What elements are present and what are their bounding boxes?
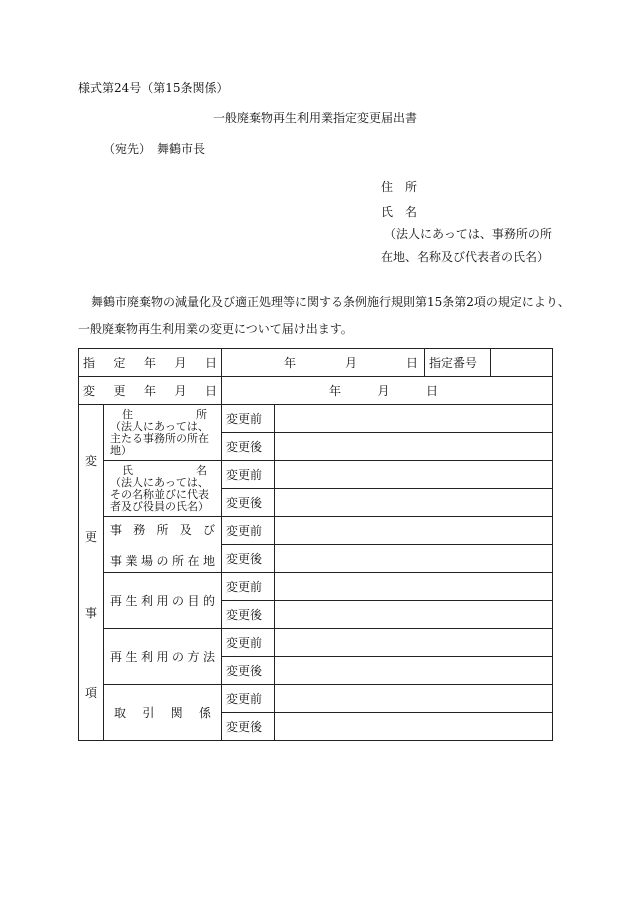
label-char: 利 bbox=[141, 594, 154, 608]
business-before-value[interactable] bbox=[275, 685, 553, 713]
label-char: 月 bbox=[345, 356, 358, 370]
label-char: 在 bbox=[187, 553, 200, 568]
address-before-value[interactable] bbox=[275, 405, 553, 433]
item-office-location bbox=[104, 517, 222, 573]
designation-number-value[interactable] bbox=[491, 349, 553, 377]
designation-number-label: 指定番号 bbox=[425, 349, 491, 377]
label-char: 再 bbox=[110, 650, 123, 664]
label-char: 名 bbox=[196, 463, 208, 477]
name-before-value[interactable] bbox=[275, 461, 553, 489]
label-char: 住 bbox=[122, 407, 133, 421]
category-char: 事 bbox=[84, 606, 97, 620]
label-char: 事 bbox=[110, 553, 123, 568]
label-char: 再 bbox=[110, 594, 123, 608]
label-char: 場 bbox=[141, 553, 154, 568]
name-after-value[interactable] bbox=[275, 489, 553, 517]
item-business-relations bbox=[104, 685, 222, 741]
item-recycling-method bbox=[104, 629, 222, 685]
item-address-note: （法人にあっては、主たる事務所の所在地） bbox=[110, 419, 209, 457]
label-char: 年 bbox=[284, 356, 297, 370]
label-char: 氏 bbox=[122, 463, 133, 477]
label-char: 方 bbox=[187, 650, 200, 664]
addressee: （宛先） 舞鶴市長 bbox=[103, 142, 206, 156]
label-char: 業 bbox=[125, 553, 138, 568]
label-char: 年 bbox=[329, 384, 342, 398]
before-label: 変更前 bbox=[222, 517, 275, 545]
label-char: 及 bbox=[179, 522, 192, 537]
before-label: 変更前 bbox=[222, 573, 275, 601]
method-before-value[interactable] bbox=[275, 629, 553, 657]
address-after-value[interactable] bbox=[275, 433, 553, 461]
label-char: 務 bbox=[133, 522, 146, 537]
name-label: 氏 名 bbox=[381, 205, 418, 219]
designation-date-label bbox=[79, 349, 222, 377]
label-char: 用 bbox=[156, 650, 169, 664]
label-char: び bbox=[203, 522, 216, 537]
business-after-value[interactable] bbox=[275, 713, 553, 741]
label-char: 利 bbox=[141, 650, 154, 664]
label-char: 月 bbox=[377, 384, 390, 398]
label-char: の bbox=[172, 650, 185, 664]
label-char: 用 bbox=[156, 594, 169, 608]
form-number: 様式第24号（第15条関係） bbox=[78, 81, 229, 95]
label-char: の bbox=[156, 553, 169, 568]
item-address bbox=[104, 405, 222, 461]
item-recycling-purpose bbox=[104, 573, 222, 629]
label-char: 地 bbox=[203, 553, 216, 568]
label-char: 指 bbox=[83, 356, 96, 370]
body-text-1: 舞鶴市廃棄物の減量化及び適正処理等に関する条例施行規則第15条第2項の規定により、 bbox=[91, 295, 570, 309]
label-char: 取 bbox=[114, 706, 127, 720]
label-char: 生 bbox=[125, 594, 138, 608]
category-char: 更 bbox=[84, 530, 97, 544]
label-char: 事 bbox=[110, 522, 123, 537]
corporate-note-2: 在地、名称及び代表者の氏名） bbox=[381, 250, 550, 264]
page-title: 一般廃棄物再生利用業指定変更届出書 bbox=[212, 111, 417, 125]
label-char: 月 bbox=[174, 356, 187, 370]
label-char: 更 bbox=[113, 384, 126, 398]
label-char: 係 bbox=[198, 706, 211, 720]
label-char: 所 bbox=[172, 553, 185, 568]
corporate-note-1: （法人にあっては、事務所の所 bbox=[384, 227, 552, 241]
after-label: 変更後 bbox=[222, 545, 275, 573]
category-char: 項 bbox=[84, 686, 97, 700]
label-char: 生 bbox=[125, 650, 138, 664]
label-char: 的 bbox=[203, 594, 216, 608]
after-label: 変更後 bbox=[222, 489, 275, 517]
label-char: 日 bbox=[426, 384, 439, 398]
designation-date-value[interactable] bbox=[222, 349, 425, 377]
label-char: 法 bbox=[203, 650, 216, 664]
label-char: 年 bbox=[144, 384, 157, 398]
body-text-2: 一般廃棄物再生利用業の変更について届け出ます。 bbox=[78, 322, 353, 336]
address-label: 住 所 bbox=[381, 180, 418, 194]
after-label: 変更後 bbox=[222, 713, 275, 741]
item-name-note: （法人にあっては、その名称並びに代表者及び役員の氏名） bbox=[110, 475, 209, 513]
label-char: 目 bbox=[187, 594, 200, 608]
label-char: 定 bbox=[113, 356, 126, 370]
after-label: 変更後 bbox=[222, 601, 275, 629]
office-before-value[interactable] bbox=[275, 517, 553, 545]
label-char: 所 bbox=[156, 522, 169, 537]
label-char: 所 bbox=[196, 407, 208, 421]
before-label: 変更前 bbox=[222, 685, 275, 713]
label-char: 関 bbox=[170, 706, 183, 720]
purpose-before-value[interactable] bbox=[275, 573, 553, 601]
change-form-table bbox=[78, 348, 553, 741]
label-char: 引 bbox=[142, 706, 155, 720]
label-char: 日 bbox=[406, 356, 419, 370]
label-char: 日 bbox=[205, 384, 218, 398]
before-label: 変更前 bbox=[222, 461, 275, 489]
change-items-category bbox=[79, 405, 104, 741]
change-date-label bbox=[79, 377, 222, 405]
item-name bbox=[104, 461, 222, 517]
category-char: 変 bbox=[84, 454, 97, 468]
label-char: 月 bbox=[174, 384, 187, 398]
office-after-value[interactable] bbox=[275, 545, 553, 573]
purpose-after-value[interactable] bbox=[275, 601, 553, 629]
label-char: 年 bbox=[144, 356, 157, 370]
after-label: 変更後 bbox=[222, 433, 275, 461]
label-char: 変 bbox=[83, 384, 96, 398]
change-date-value[interactable] bbox=[222, 377, 553, 405]
after-label: 変更後 bbox=[222, 657, 275, 685]
label-char: の bbox=[172, 594, 185, 608]
before-label: 変更前 bbox=[222, 405, 275, 433]
method-after-value[interactable] bbox=[275, 657, 553, 685]
label-char: 日 bbox=[205, 356, 218, 370]
before-label: 変更前 bbox=[222, 629, 275, 657]
